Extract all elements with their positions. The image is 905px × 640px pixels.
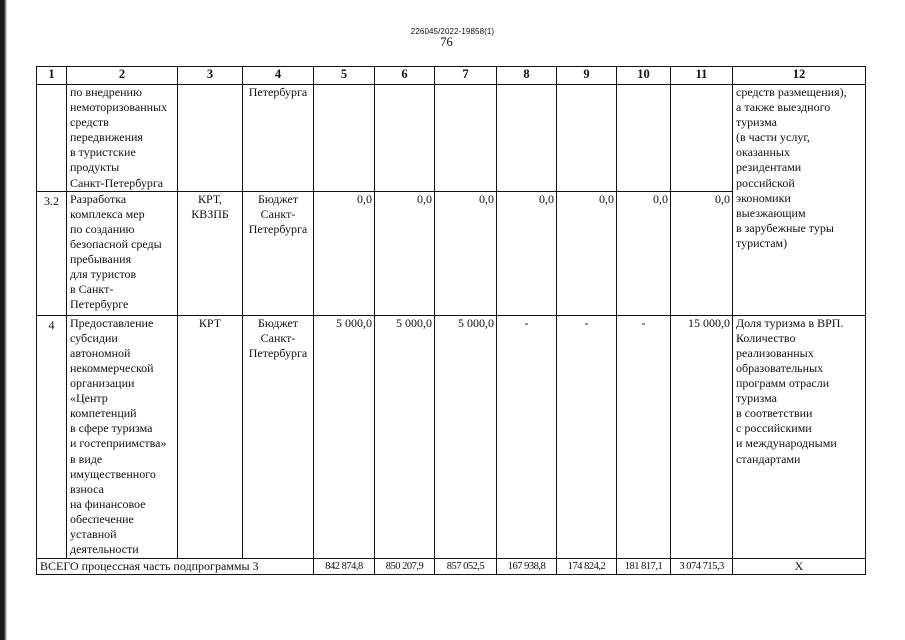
value-col-8 xyxy=(497,85,557,192)
total-row xyxy=(37,558,866,574)
value-col-5: 5 000,0 xyxy=(314,315,375,558)
page-number: 76 xyxy=(440,35,453,49)
total-col-11: 3 074 715,3 xyxy=(671,558,733,574)
value-col-10 xyxy=(617,85,671,192)
executor: КРТ xyxy=(178,315,243,558)
value-col-7: 0,0 xyxy=(435,191,497,315)
indicator-text: Доля туризма в ВРП. Количество реализованных образовательных программ отрасли туризма в соответствии с российскими и международными стандартами xyxy=(733,315,866,558)
total-col-10: 181 817,1 xyxy=(617,558,671,574)
value-col-9: 0,0 xyxy=(557,191,617,315)
col-header-7: 7 xyxy=(435,67,497,85)
value-col-7 xyxy=(435,85,497,192)
value-col-5 xyxy=(314,85,375,192)
scan-edge xyxy=(0,0,7,640)
activity-name: Предоставление субсидии автономной некоммерческой организации «Центр компетенций в сфере туризма и гостеприимства» в виде имущественного взноса на финансовое обеспечение уставной деятельности xyxy=(67,315,178,558)
total-col-7: 857 052,5 xyxy=(435,558,497,574)
funding-source: Бюджет Санкт- Петербурга xyxy=(243,315,314,558)
activity-name: по внедрению немоторизованных средств передвижения в туристские продукты Санкт-Петербурга xyxy=(67,85,178,192)
col-header-12: 12 xyxy=(733,67,866,85)
indicator-text: средств размещения), а также выездного туризма (в части услуг, оказанных резидентами российской экономики выезжающим в зарубежные туры туристам) xyxy=(733,85,866,316)
col-header-8: 8 xyxy=(497,67,557,85)
col-header-3: 3 xyxy=(178,67,243,85)
col-header-6: 6 xyxy=(375,67,435,85)
row-number: 3.2 xyxy=(37,191,67,315)
value-col-7: 5 000,0 xyxy=(435,315,497,558)
value-col-6 xyxy=(375,85,435,192)
header-row xyxy=(37,67,866,85)
row-number: 4 xyxy=(37,315,67,558)
total-label: ВСЕГО процессная часть подпрограммы 3 xyxy=(37,558,314,574)
col-header-4: 4 xyxy=(243,67,314,85)
row-number xyxy=(37,85,67,192)
value-col-6: 0,0 xyxy=(375,191,435,315)
value-col-9: - xyxy=(557,315,617,558)
total-col-5: 842 874,8 xyxy=(314,558,375,574)
value-col-11: 0,0 xyxy=(671,191,733,315)
program-table xyxy=(36,66,866,575)
value-col-6: 5 000,0 xyxy=(375,315,435,558)
executor: КРТ, КВЗПБ xyxy=(178,191,243,315)
total-col-12: Х xyxy=(733,558,866,574)
funding-source: Бюджет Санкт- Петербурга xyxy=(243,191,314,315)
executor xyxy=(178,85,243,192)
table-row-4 xyxy=(37,315,866,558)
value-col-11: 15 000,0 xyxy=(671,315,733,558)
total-col-9: 174 824,2 xyxy=(557,558,617,574)
col-header-10: 10 xyxy=(617,67,671,85)
total-col-8: 167 938,8 xyxy=(497,558,557,574)
value-col-8: 0,0 xyxy=(497,191,557,315)
col-header-9: 9 xyxy=(557,67,617,85)
col-header-1: 1 xyxy=(37,67,67,85)
document-id: 226045/2022-19858(1) xyxy=(410,27,495,36)
value-col-8: - xyxy=(497,315,557,558)
value-col-10: - xyxy=(617,315,671,558)
col-header-11: 11 xyxy=(671,67,733,85)
activity-name: Разработка комплекса мер по созданию безопасной среды пребывания для туристов в Санкт- Петербурге xyxy=(67,191,178,315)
table-row-continuation xyxy=(37,85,866,192)
col-header-5: 5 xyxy=(314,67,375,85)
total-col-6: 850 207,9 xyxy=(375,558,435,574)
funding-source: Петербурга xyxy=(243,85,314,192)
value-col-9 xyxy=(557,85,617,192)
col-header-2: 2 xyxy=(67,67,178,85)
value-col-5: 0,0 xyxy=(314,191,375,315)
value-col-10: 0,0 xyxy=(617,191,671,315)
value-col-11 xyxy=(671,85,733,192)
